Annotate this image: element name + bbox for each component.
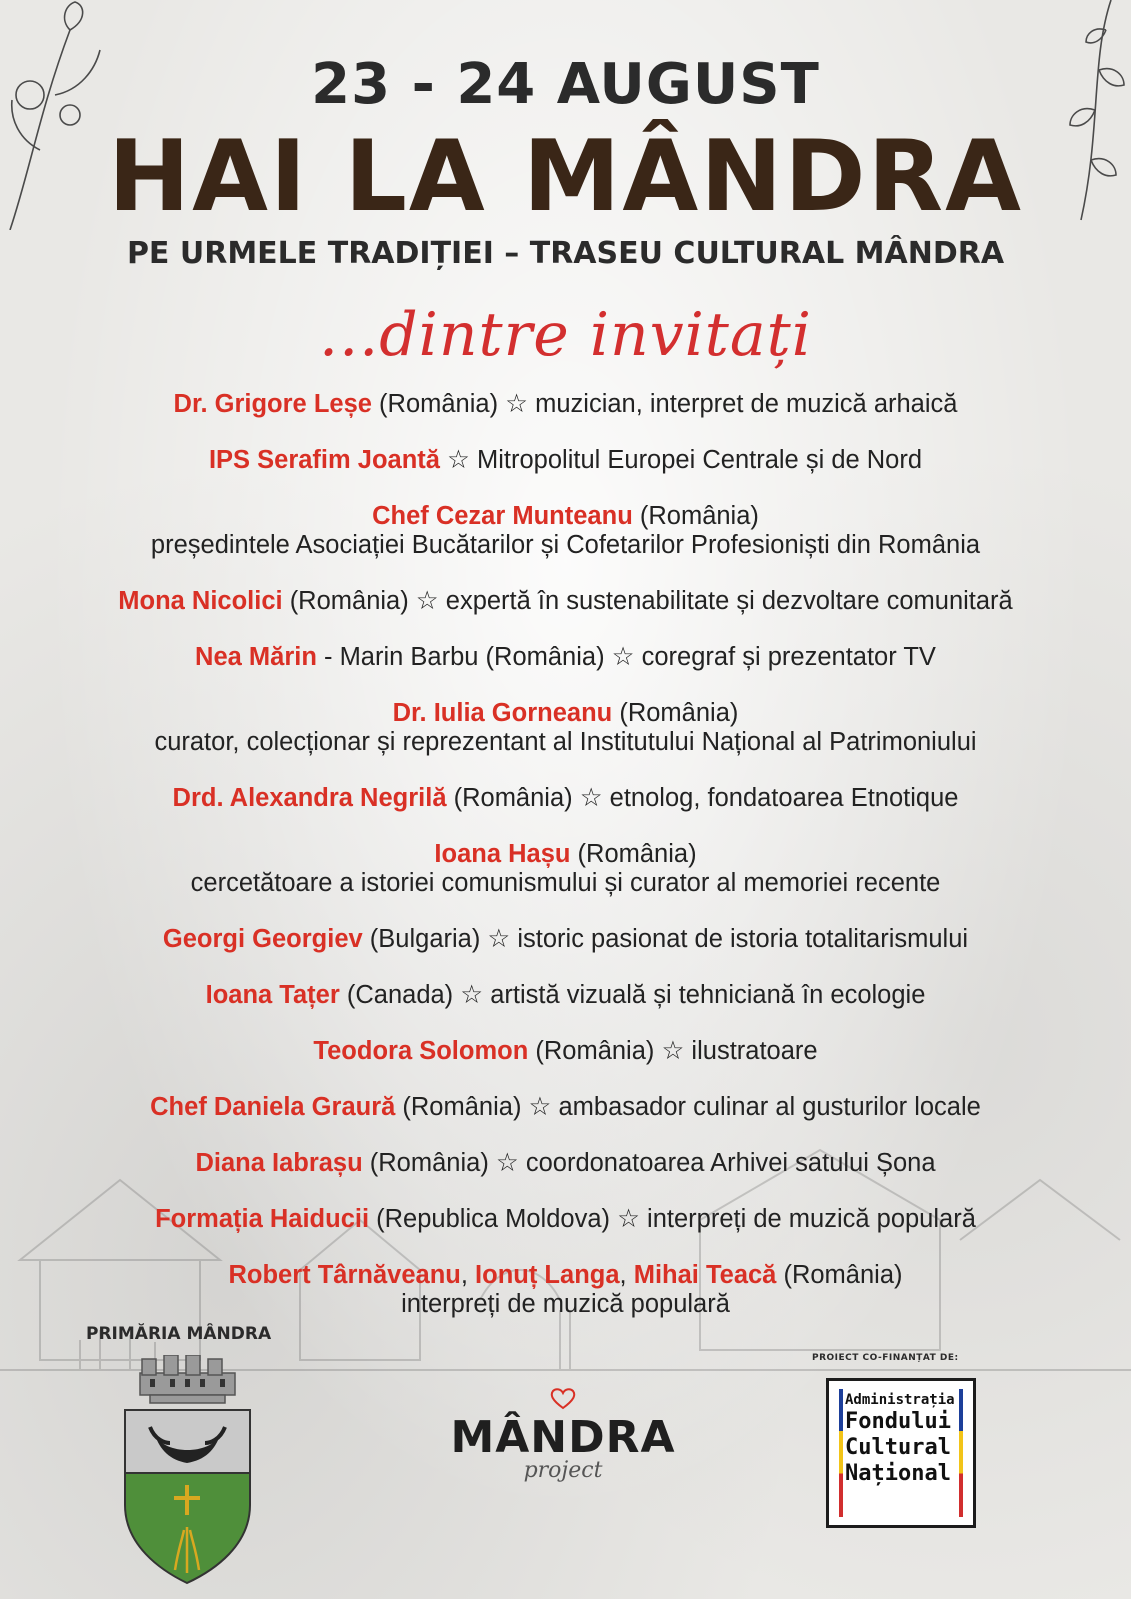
guests-heading: ...dintre invitați [319,300,812,370]
guest-name: Mona Nicolici [118,587,283,615]
guest-details: (Canada) ☆ artistă vizuală și tehniciană în ecologie [339,981,926,1009]
guest-role: cercetătoare a istoriei comunismului și curator al memoriei recente [190,869,941,897]
guest-details: (Republica Moldova) ☆ interpreți de muzică populară [369,1205,976,1233]
guest-item [20,1149,1111,1178]
guest-item [20,1037,1111,1066]
guest-item [20,1093,1111,1122]
guest-item [20,446,1111,475]
guest-name: Dr. Grigore Leșe [173,390,372,418]
guest-item [20,390,1111,419]
guest-details: (România) ☆ muzician, interpret de muzică arhaică [371,390,958,418]
guest-details: (România) ☆ expertă în sustenabilitate și dezvoltare comunitară [282,587,1013,615]
guest-details: (România) [570,840,697,868]
guest-role: curator, colecționar și reprezentant al Institutului Național al Patrimoniului [154,728,977,756]
guest-item [20,784,1111,813]
guest-details: - Marin Barbu (România) ☆ coregraf și prezentator TV [316,643,936,671]
guest-name: Ioana Tațer [205,981,340,1009]
guest-name: Teodora Solomon [313,1037,529,1065]
guest-item [20,587,1111,616]
guest-details: (România) ☆ ambasador culinar al gusturilor locale [395,1093,981,1121]
guest-separator: , [619,1261,634,1289]
guest-name: Drd. Alexandra Negrilă [172,784,447,812]
guest-details: (România) ☆ etnolog, fondatoarea Etnotique [446,784,959,812]
guest-name: Robert Târnăveanu [228,1261,461,1289]
afcn-line: Administrația [845,1392,955,1408]
guest-name: Diana Iabrașu [195,1149,363,1177]
guest-role: președintele Asociației Bucătarilor și Cofetarilor Profesioniști din România [150,531,981,559]
guest-details: (România) ☆ ilustratoare [528,1037,818,1065]
guest-details: (România) [612,699,739,727]
guest-role: interpreți de muzică populară [401,1290,730,1318]
guest-item [20,840,1111,898]
event-title: HAI LA MÂNDRA [108,120,1023,234]
guest-name: Ioana Hașu [434,840,571,868]
guest-name: Dr. Iulia Gorneanu [392,699,613,727]
primaria-label: PRIMĂRIA MÂNDRA [86,1324,272,1344]
cofinanced-label: PROIECT CO-FINANȚAT DE: [812,1353,959,1363]
afcn-line: Fondului [845,1409,951,1434]
guest-item [20,1261,1111,1319]
event-subtitle: PE URMELE TRADIȚIEI – TRASEU CULTURAL MÂNDRA [126,236,1005,271]
guest-name: Chef Daniela Graură [150,1093,396,1121]
afcn-line: Cultural [845,1435,951,1460]
guest-name: Ionuț Langa [475,1261,620,1289]
guest-details: (România) [776,1261,903,1289]
guest-name: IPS Serafim Joantă [208,446,440,474]
guest-item [20,925,1111,954]
guest-name: Chef Cezar Munteanu [372,502,633,530]
guest-item [20,643,1111,672]
guest-list [20,390,1111,1346]
coat-of-arms-icon [120,1355,255,1585]
guest-details: (România) [632,502,759,530]
heart-icon [550,1388,576,1410]
guest-name: Georgi Georgiev [162,925,363,953]
guest-separator: , [460,1261,476,1289]
guest-name: Mihai Teacă [633,1261,777,1289]
afcn-flag-stripe-left [839,1389,843,1517]
guest-name: Nea Mărin [195,643,317,671]
afcn-flag-stripe-right [959,1389,963,1517]
mandra-project-logo [448,1388,678,1483]
guest-name: Formația Haiducii [155,1205,370,1233]
event-date: 23 - 24 AUGUST [311,52,820,117]
guest-details: ☆ Mitropolitul Europei Centrale și de Nord [439,446,923,474]
mandra-logo-word: MÂNDRA [450,1412,676,1463]
guest-item [20,699,1111,757]
mandra-logo-tagline: project [523,1458,603,1483]
guest-item [20,502,1111,560]
afcn-logo [826,1378,976,1528]
guest-item [20,981,1111,1010]
guest-item [20,1205,1111,1234]
guest-details: (România) ☆ coordonatoarea Arhivei satului Șona [362,1149,936,1177]
guest-details: (Bulgaria) ☆ istoric pasionat de istoria totalitarismului [362,925,969,953]
afcn-line: Național [845,1461,951,1486]
